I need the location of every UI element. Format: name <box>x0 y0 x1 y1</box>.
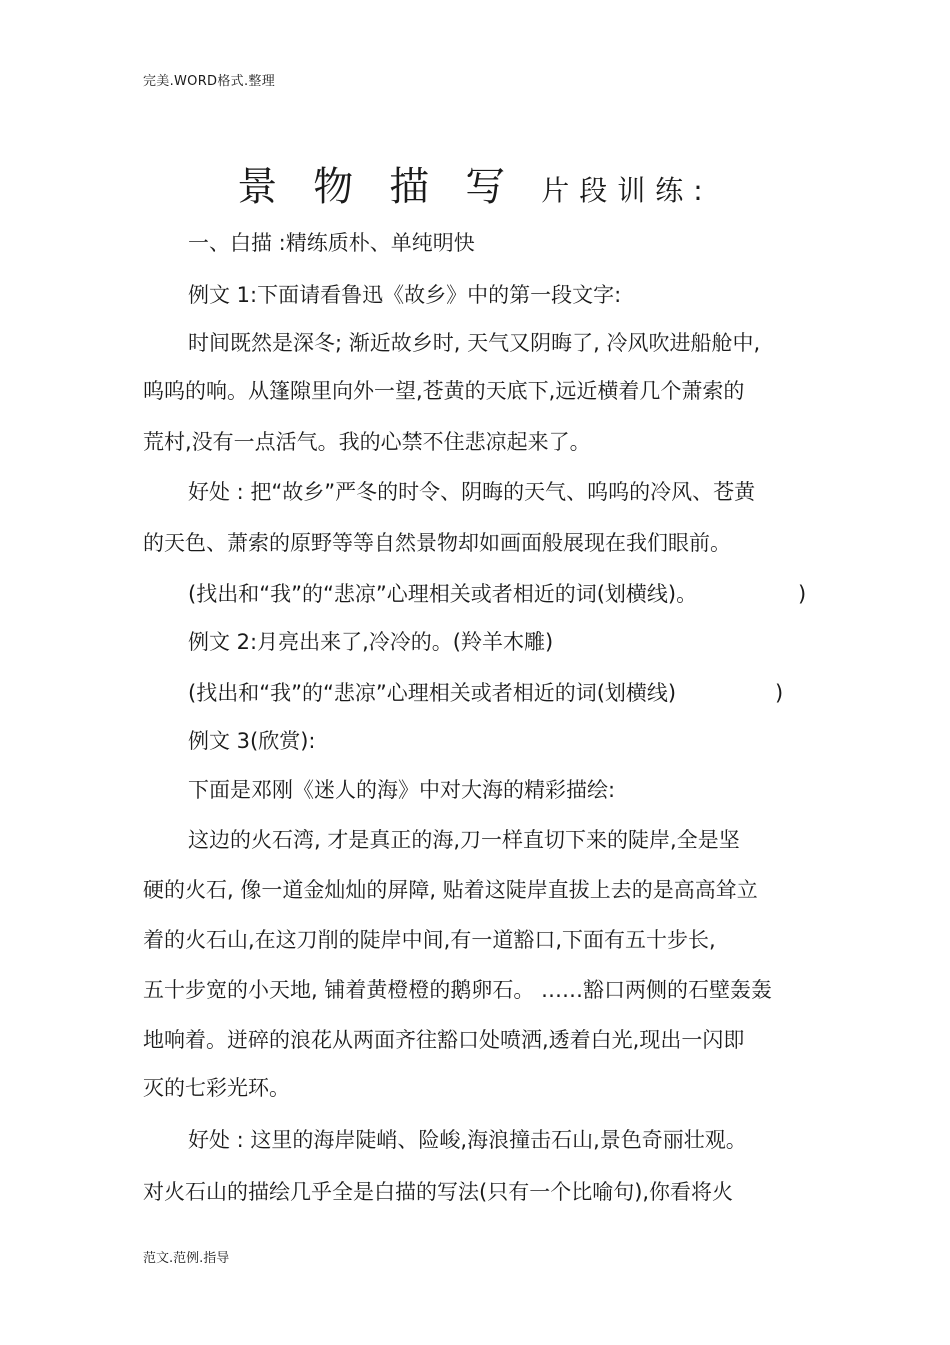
example3-benefit: 好处 : 这里的海岸陡峭、险峻,海浪撞击石山,景色奇丽壮观。 <box>188 1128 747 1152</box>
example1-benefit: 好处 : 把“故乡”严冬的时令、阴晦的天气、呜呜的冷风、苍黄 <box>188 480 756 504</box>
example2-task-close: ) <box>775 681 784 705</box>
example3-line: 这边的火石湾, 才是真正的海,刀一样直切下来的陡岸,全是坚 <box>188 828 740 852</box>
example3-line: 硬的火石, 像一道金灿灿的屏障, 贴着这陡岸直拔上去的是高高耸立 <box>143 878 758 902</box>
title-main: 景物描写 <box>237 164 542 210</box>
example1-intro: 例文 1:下面请看鲁迅《故乡》中的第一段文字: <box>188 283 622 307</box>
example3-lead: 下面是邓刚《迷人的海》中对大海的精彩描绘: <box>188 778 616 802</box>
example3-line: 地响着。迸碎的浪花从两面齐往豁口处喷洒,透着白光,现出一闪即 <box>143 1028 745 1052</box>
example2-task: (找出和“我”的“悲凉”心理相关或者相近的词(划横线) <box>188 681 677 705</box>
example1-line: 荒村,没有一点活气。我的心禁不住悲凉起来了。 <box>143 430 591 454</box>
footer-note: 范文.范例.指导 <box>143 1251 230 1266</box>
example1-line: 时间既然是深冬; 渐近故乡时, 天气又阴晦了, 冷风吹进船舱中, <box>188 331 761 355</box>
example1-task: (找出和“我”的“悲凉”心理相关或者相近的词(划横线)。 <box>188 582 698 606</box>
example2-text: 例文 2:月亮出来了,冷冷的。(羚羊木雕) <box>188 630 554 654</box>
header-note: 完美.WORD格式.整理 <box>143 74 275 89</box>
example3-line: 灭的七彩光环。 <box>143 1076 290 1100</box>
section-heading: 一、白描 :精练质朴、单纯明快 <box>188 231 475 255</box>
example1-line: 呜呜的响。从篷隙里向外一望,苍黄的天底下,远近横着几个萧索的 <box>143 379 745 403</box>
example3-intro: 例文 3(欣赏): <box>188 729 316 753</box>
example3-line: 着的火石山,在这刀削的陡岸中间,有一道豁口,下面有五十步长, <box>143 928 716 952</box>
example3-line: 五十步宽的小天地, 铺着黄橙橙的鹅卵石。 ……豁口两侧的石壁轰轰 <box>143 978 773 1002</box>
page-title <box>0 155 950 212</box>
title-sub: 片段训练: <box>541 174 713 207</box>
example1-benefit: 的天色、萧索的原野等等自然景物却如画面般展现在我们眼前。 <box>143 531 731 555</box>
example1-task-close: ) <box>798 582 807 606</box>
example3-benefit: 对火石山的描绘几乎全是白描的写法(只有一个比喻句),你看将火 <box>143 1180 734 1204</box>
